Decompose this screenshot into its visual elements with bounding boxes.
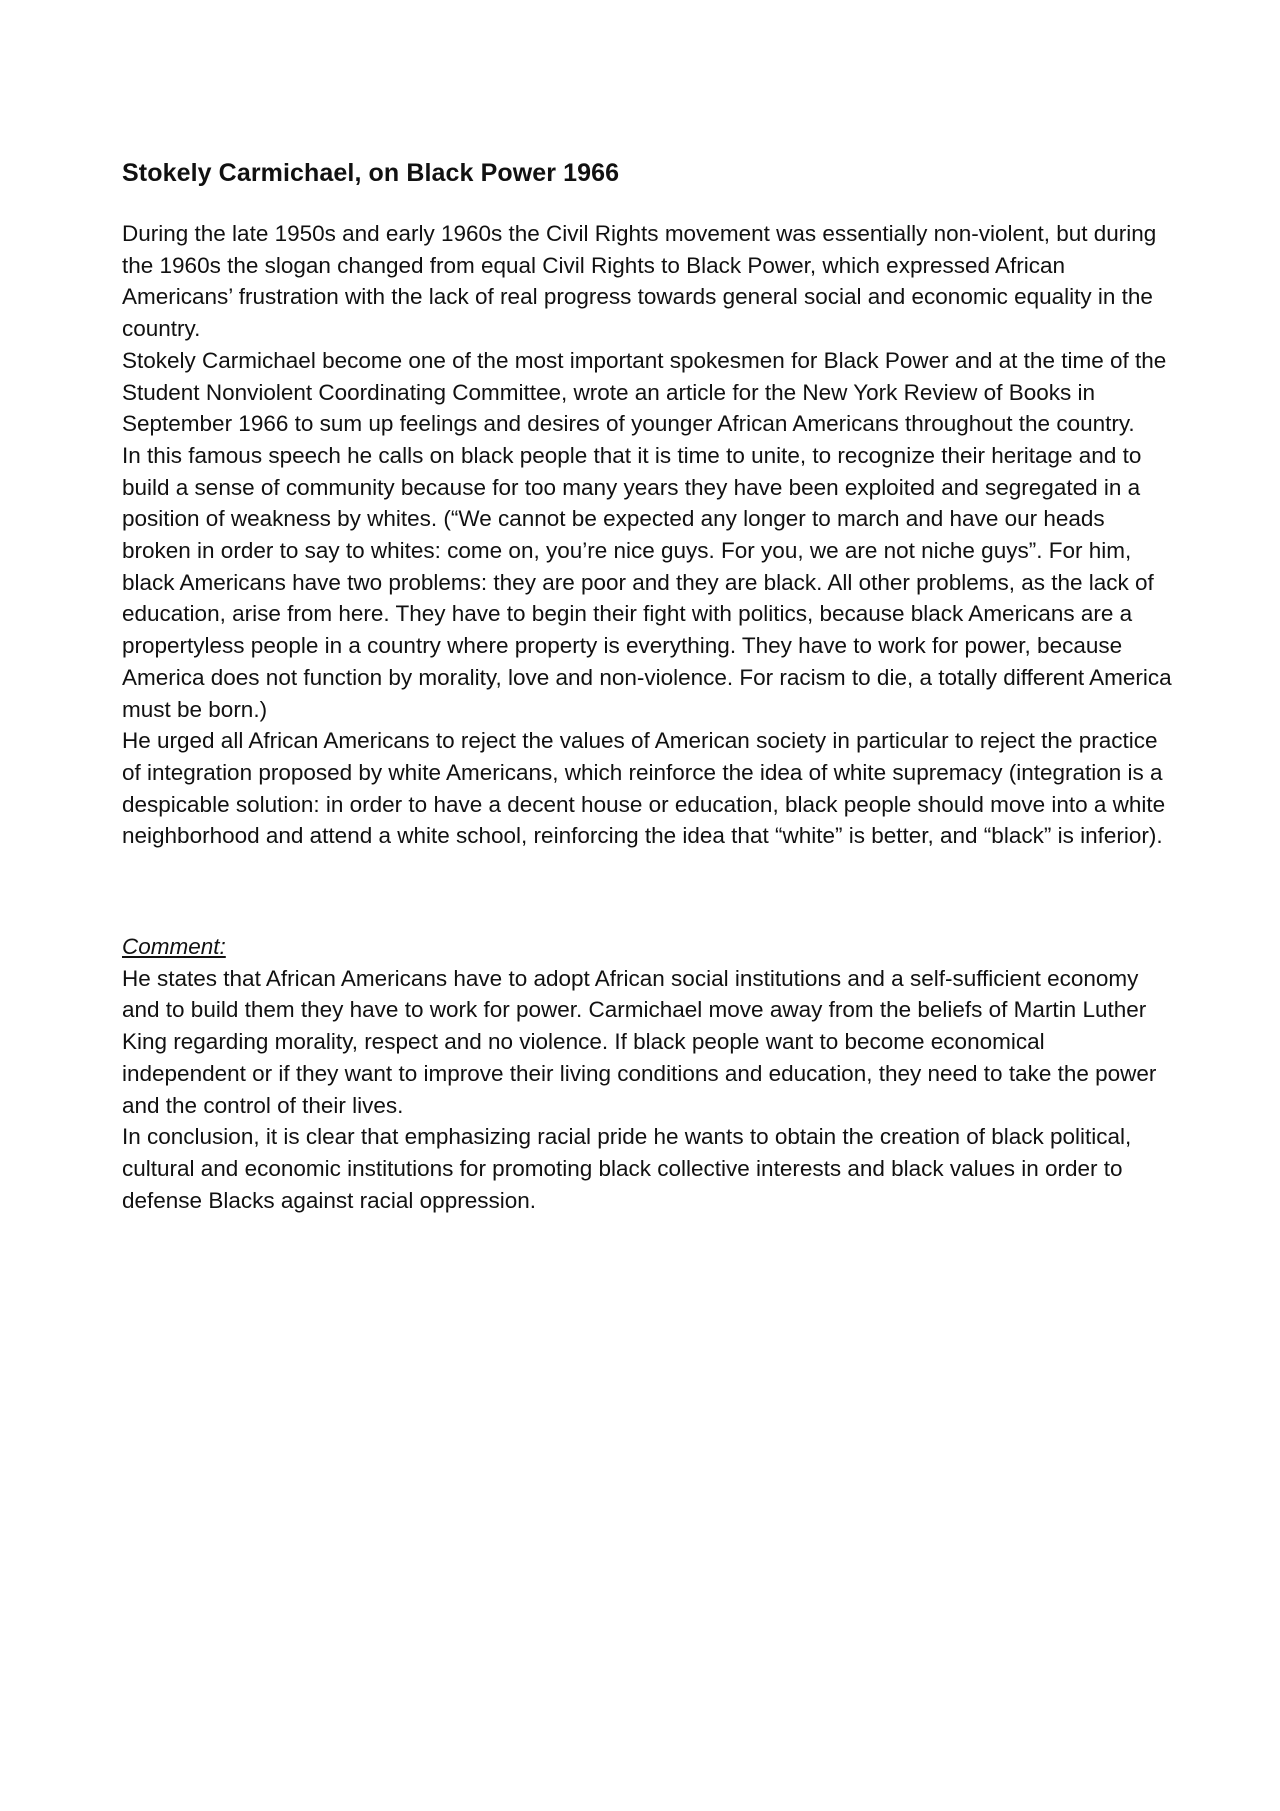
- comment-label: Comment:: [122, 934, 226, 960]
- comment-paragraph-institutions: He states that African Americans have to adopt African social institutions and a self-sufficient economy and to build them they have to work for power. Carmichael move away from the beliefs of Martin Luther King regarding morality, respect and no violence. If black people want to become economical independent or if they want to improve their living conditions and education, they need to take the power and the control of their lives.: [122, 965, 1157, 1118]
- comment-paragraph-conclusion: In conclusion, it is clear that emphasizing racial pride he wants to obtain the creation of black political, cultural and economic institutions for promoting black collective interests and black values in order to defense Blacks against racial oppression.: [122, 1124, 1132, 1213]
- paragraph-speech: In this famous speech he calls on black people that it is time to unite, to recognize their heritage and to build a sense of community because for too many years they have been exploited and segregated in a position of weakness by whites. (“We cannot be expected any longer to march and have our heads broken in order to say to whites: come on, you’re nice guys. For you, we are not niche guys”. For him, black Americans have two problems: they are poor and they are black. All other problems, as the lack of education, arise from here. They have to begin their fight with politics, because black Americans are a propertyless people in a country where property is everything. They have to work for power, because America does not function by morality, love and non-violence. For racism to die, a totally different America must be born.): [122, 442, 1172, 722]
- paragraph-spokesman: Stokely Carmichael become one of the most important spokesmen for Black Power and at the time of the Student Nonviolent Coordinating Committee, wrote an article for the New York Review of Books in September 1966 to sum up feelings and desires of younger African Americans throughout the country.: [122, 347, 1167, 437]
- section-spacer: [122, 852, 1172, 931]
- document-body: [122, 156, 1172, 1216]
- document-title: Stokely Carmichael, on Black Power 1966: [122, 159, 620, 187]
- paragraph-intro: During the late 1950s and early 1960s the Civil Rights movement was essentially non-violent, but during the 1960s the slogan changed from equal Civil Rights to Black Power, which expressed African Americans’ frustration with the lack of real progress towards general social and economic equality in the country.: [122, 221, 1157, 342]
- paragraph-integration: He urged all African Americans to reject the values of American society in particular to reject the practice of integration proposed by white Americans, which reinforce the idea of white supremacy (integration is a despicable solution: in order to have a decent house or education, black people should move into a white neighborhood and attend a white school, reinforcing the idea that “white” is better, and “black” is inferior).: [122, 728, 1166, 849]
